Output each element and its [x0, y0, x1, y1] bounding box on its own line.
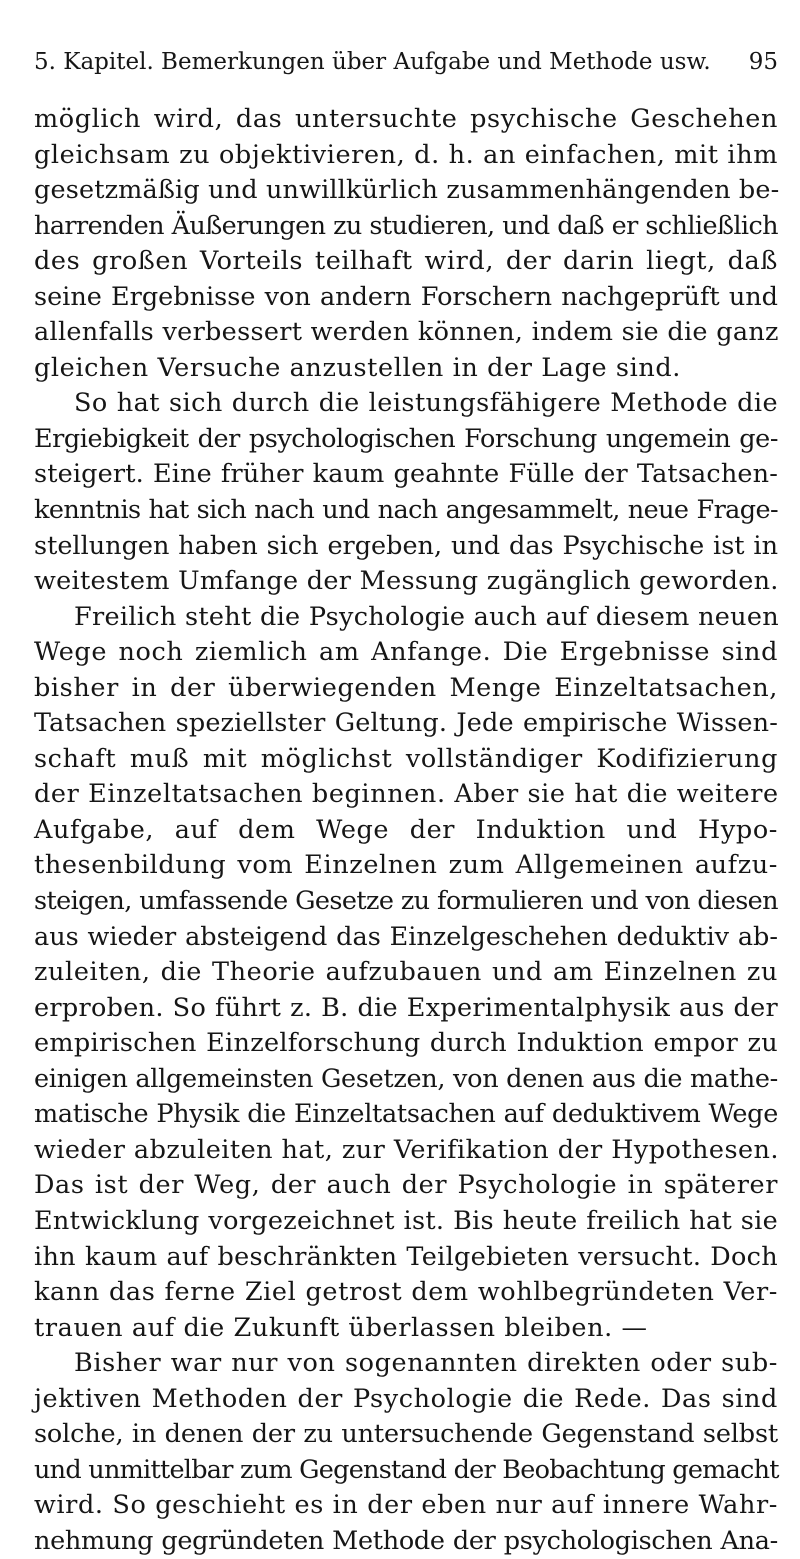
text-line: thesenbildung vom Einzelnen zum Allgemeinen aufzu- [34, 850, 778, 881]
text-line: Tatsachen speziellster Geltung. Jede empirische Wissen- [34, 708, 778, 739]
text-line: matische Physik die Einzeltatsachen auf deduktivem Wege [34, 1099, 778, 1130]
text-line: zuleiten, die Theorie aufzubauen und am Einzelnen zu [34, 957, 778, 988]
text-line: bisher in der überwiegenden Menge Einzeltatsachen, [34, 672, 778, 703]
text-line: kann das ferne Ziel getrost dem wohlbegründeten Ver- [34, 1277, 778, 1308]
text-line: erproben. So führt z. B. die Experimentalphysik aus der [34, 992, 778, 1023]
text-line: kenntnis hat sich nach und nach angesammelt, neue Frage- [34, 495, 778, 526]
text-line: Das ist der Weg, der auch der Psychologie in späterer [34, 1170, 778, 1201]
text-line: steigert. Eine früher kaum geahnte Fülle der Tatsachen- [34, 459, 778, 490]
running-head [34, 44, 778, 80]
text-line: stellungen haben sich ergeben, und das Psychische ist in [34, 530, 778, 561]
page-number: 95 [748, 49, 778, 75]
text-line: ihn kaum auf beschränkten Teilgebieten versucht. Doch [34, 1241, 778, 1272]
text-line: solche, in denen der zu untersuchende Gegenstand selbst [34, 1419, 778, 1450]
text-line: einigen allgemeinsten Gesetzen, von denen aus die mathe- [34, 1063, 778, 1094]
text-line: Wege noch ziemlich am Anfange. Die Ergebnisse sind [34, 637, 778, 668]
body-text [34, 102, 778, 1559]
text-line: aus wieder absteigend das Einzelgeschehen deduktiv ab- [34, 921, 778, 952]
text-line: allenfalls verbessert werden können, indem sie die ganz [34, 317, 779, 348]
text-line: gesetzmäßig und unwillkürlich zusammenhängenden be- [34, 175, 780, 206]
text-line: Aufgabe, auf dem Wege der Induktion und Hypo- [34, 814, 778, 845]
paragraph-start-line: Bisher war nur von sogenannten direkten oder sub- [74, 1348, 778, 1379]
text-line: gleichsam zu objektivieren, d. h. an einfachen, mit ihm [34, 139, 778, 170]
text-line: Ergiebigkeit der psychologischen Forschung ungemein ge- [34, 423, 778, 454]
text-line: und unmittelbar zum Gegenstand der Beobachtung gemacht [34, 1454, 779, 1485]
text-line: empirischen Einzelforschung durch Induktion empor zu [34, 1028, 778, 1059]
text-line: schaft muß mit möglichst vollständiger Kodifizierung [34, 743, 778, 774]
text-line: harrenden Äußerungen zu studieren, und daß er schließlich [34, 210, 778, 241]
text-line: nehmung gegründeten Methode der psychologischen Ana- [34, 1525, 778, 1556]
text-line: wird. So geschieht es in der eben nur auf innere Wahr- [34, 1490, 778, 1521]
text-line: gleichen Versuche anzustellen in der Lage sind. [34, 352, 681, 383]
text-line: seine Ergebnisse von andern Forschern nachgeprüft und [34, 281, 778, 312]
text-line: steigen, umfassende Gesetze zu formulieren und von diesen [34, 886, 778, 917]
chapter-title: 5. Kapitel. Bemerkungen über Aufgabe und Methode usw. [34, 49, 711, 75]
text-line: der Einzeltatsachen beginnen. Aber sie hat die weitere [34, 779, 779, 810]
text-line: trauen auf die Zukunft überlassen bleiben. — [34, 1312, 648, 1343]
text-line: wieder abzuleiten hat, zur Verifikation der Hypothesen. [34, 1134, 779, 1165]
text-line: möglich wird, das untersuchte psychische Geschehen [34, 104, 778, 134]
paragraph-start-line: Freilich steht die Psychologie auch auf diesem neuen [74, 601, 780, 632]
text-line: Entwicklung vorgezeichnet ist. Bis heute freilich hat sie [34, 1205, 778, 1236]
paragraph-start-line: So hat sich durch die leistungsfähigere Methode die [74, 388, 778, 419]
text-line: weitestem Umfange der Messung zugänglich geworden. [34, 566, 779, 597]
text-line: jektiven Methoden der Psychologie die Rede. Das sind [34, 1383, 778, 1414]
text-line: des großen Vorteils teilhaft wird, der darin liegt, daß [34, 246, 778, 277]
